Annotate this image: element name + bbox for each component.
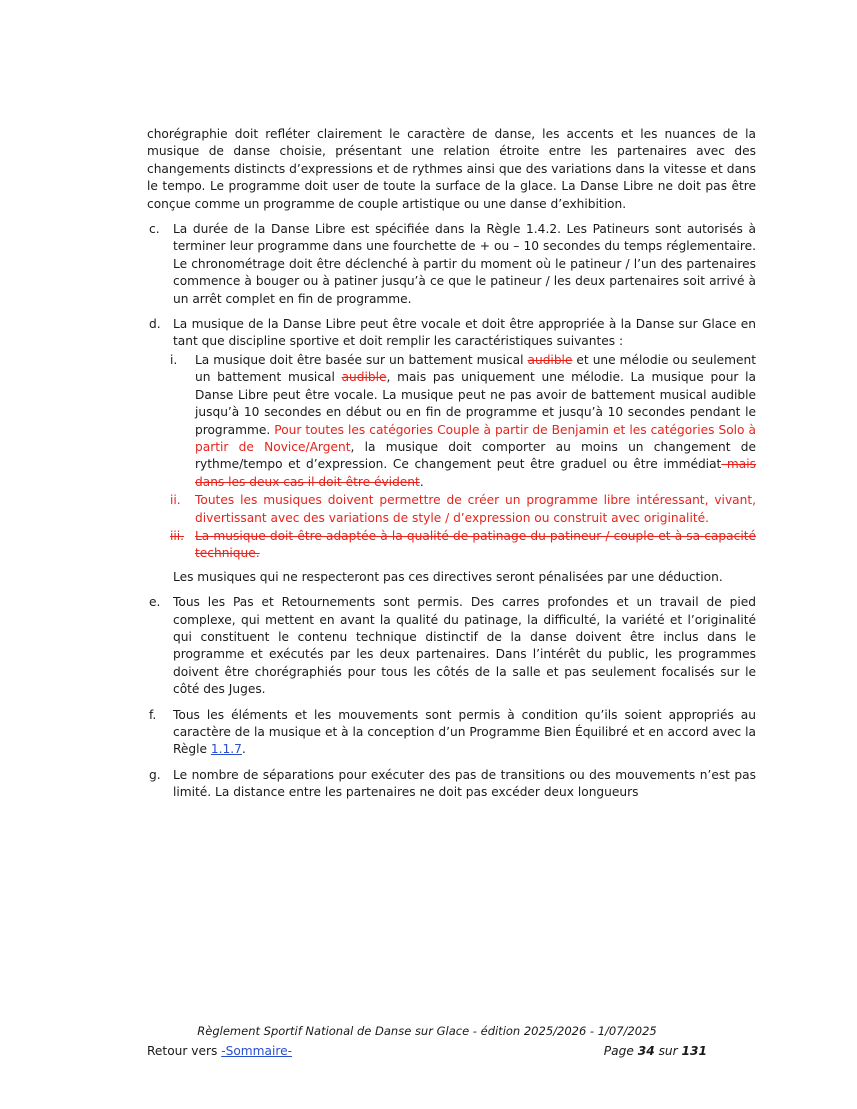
deleted-text: audible bbox=[527, 352, 573, 367]
text-run: . bbox=[419, 474, 424, 489]
subitem-marker: i. bbox=[170, 352, 178, 367]
item-g bbox=[147, 767, 756, 802]
text-run: Tous les éléments et les mouvements sont permis à condition qu’ils soient appropriés au caractère de la musique et à la conception d’un Programme Bien Équilibré et en accord avec la Règle bbox=[173, 707, 756, 757]
item-e bbox=[147, 594, 756, 698]
subitem-i bbox=[147, 352, 756, 491]
subitem-text: Toutes les musiques doivent permettre de créer un programme libre intéressant, vivant, divertissant avec des variations de style / d’expression ou construit avec originalité. bbox=[195, 493, 756, 525]
item-marker: e. bbox=[149, 595, 161, 610]
page-number bbox=[604, 1044, 707, 1058]
current-page: 34 bbox=[637, 1044, 655, 1058]
sur-word: sur bbox=[654, 1044, 682, 1058]
item-c bbox=[147, 221, 756, 308]
item-marker: c. bbox=[149, 222, 160, 237]
item-text: La musique de la Danse Libre peut être vocale et doit être appropriée à la Danse sur Glace en tant que discipline sportive et doit remplir les caractéristiques suivantes : bbox=[173, 317, 756, 349]
subitem-marker: ii. bbox=[170, 493, 181, 508]
footer-nav bbox=[147, 1044, 707, 1058]
footer-title: Règlement Sportif National de Danse sur Glace - édition 2025/2026 - 1/07/2025 bbox=[197, 1024, 657, 1038]
body-text bbox=[147, 126, 756, 802]
rule-link[interactable]: 1.1.7 bbox=[210, 742, 242, 757]
subitem-iii bbox=[147, 528, 756, 563]
inserted-text: Pour toutes les catégories Couple à partir de Benjamin et les catégories Solo à partir de Novice/Argent bbox=[195, 422, 756, 454]
penalty-note: Les musiques qui ne respecteront pas ces directives seront pénalisées par une déduction. bbox=[173, 569, 723, 584]
item-text: Tous les Pas et Retournements sont permis. Des carres profondes et un travail de pied complexe, qui mettent en avant la qualité du patinage, la difficulté, la variété et l’originalité qui constituent le contenu technique distinctif de la danse doivent être inclus dans le programme et exécutés par les deux partenaires. Dans l’intérêt du public, les programmes doivent être chorégraphiés pour tous les côtés de la salle et pas seulement focalisés sur le côté des Juges. bbox=[173, 595, 756, 697]
total-pages: 131 bbox=[681, 1044, 707, 1058]
text-run: , la musique doit comporter au moins un changement de rythme/tempo et d’expression. Ce changement peut être graduel ou être immédiat bbox=[195, 439, 756, 472]
item-text: La durée de la Danse Libre est spécifiée dans la Règle 1.4.2. Les Patineurs sont autorisés à terminer leur programme dans une fourchette de + ou – 10 secondes du temps réglementaire. Le chronométrage doit être déclenché à partir du moment où le patineur / l’un des partenaires commence à bouger ou à patiner jusqu’à ce que le patineur / les deux partenaires soit arrivé à un arrêt complet en fin de programme. bbox=[173, 222, 756, 306]
subitem-marker: iii. bbox=[170, 528, 185, 543]
text-run: et une mélodie ou seulement un battement musical bbox=[195, 352, 756, 385]
item-d bbox=[147, 316, 756, 351]
item-marker: f. bbox=[149, 707, 157, 722]
text-run: . bbox=[241, 742, 246, 757]
subitem-ii bbox=[147, 492, 756, 527]
summary-link[interactable]: -Sommaire- bbox=[221, 1044, 293, 1058]
intro-paragraph: chorégraphie doit refléter clairement le caractère de danse, les accents et les nuances de la musique de danse choisie, présentant une relation étroite entre les partenaires avec des changements distincts d’expressions et de rythmes ainsi que des variations dans la vitesse et dans le tempo. Le programme doit user de toute la surface de la glace. La Danse Libre ne doit pas être conçue comme un programme de couple artistique ou une danse d’exhibition. bbox=[147, 127, 756, 211]
deleted-text: mais dans les deux cas il doit être évident bbox=[195, 457, 757, 489]
text-run: La musique doit être basée sur un battement musical bbox=[195, 352, 528, 367]
subitem-text bbox=[195, 352, 756, 491]
item-f bbox=[147, 707, 756, 759]
page-word: Page bbox=[603, 1044, 638, 1058]
subitem-text: La musique doit être adaptée à la qualité de patinage du patineur / couple et à sa capacité technique. bbox=[195, 528, 756, 561]
item-text: Le nombre de séparations pour exécuter des pas de transitions ou des mouvements n’est pas limité. La distance entre les partenaires ne doit pas excéder deux longueurs bbox=[173, 767, 756, 800]
deleted-text: audible bbox=[341, 370, 387, 385]
item-marker: d. bbox=[149, 317, 161, 332]
item-marker: g. bbox=[149, 767, 161, 782]
back-prefix: Retour vers bbox=[147, 1044, 222, 1058]
item-text bbox=[173, 707, 756, 759]
text-run: , mais pas uniquement une mélodie. La musique pour la Danse Libre peut être vocale. La musique peut ne pas avoir de battement musical audible jusqu’à 10 secondes en début ou en fin de programme et jusqu’à 10 secondes pendant le programme. bbox=[195, 370, 756, 437]
